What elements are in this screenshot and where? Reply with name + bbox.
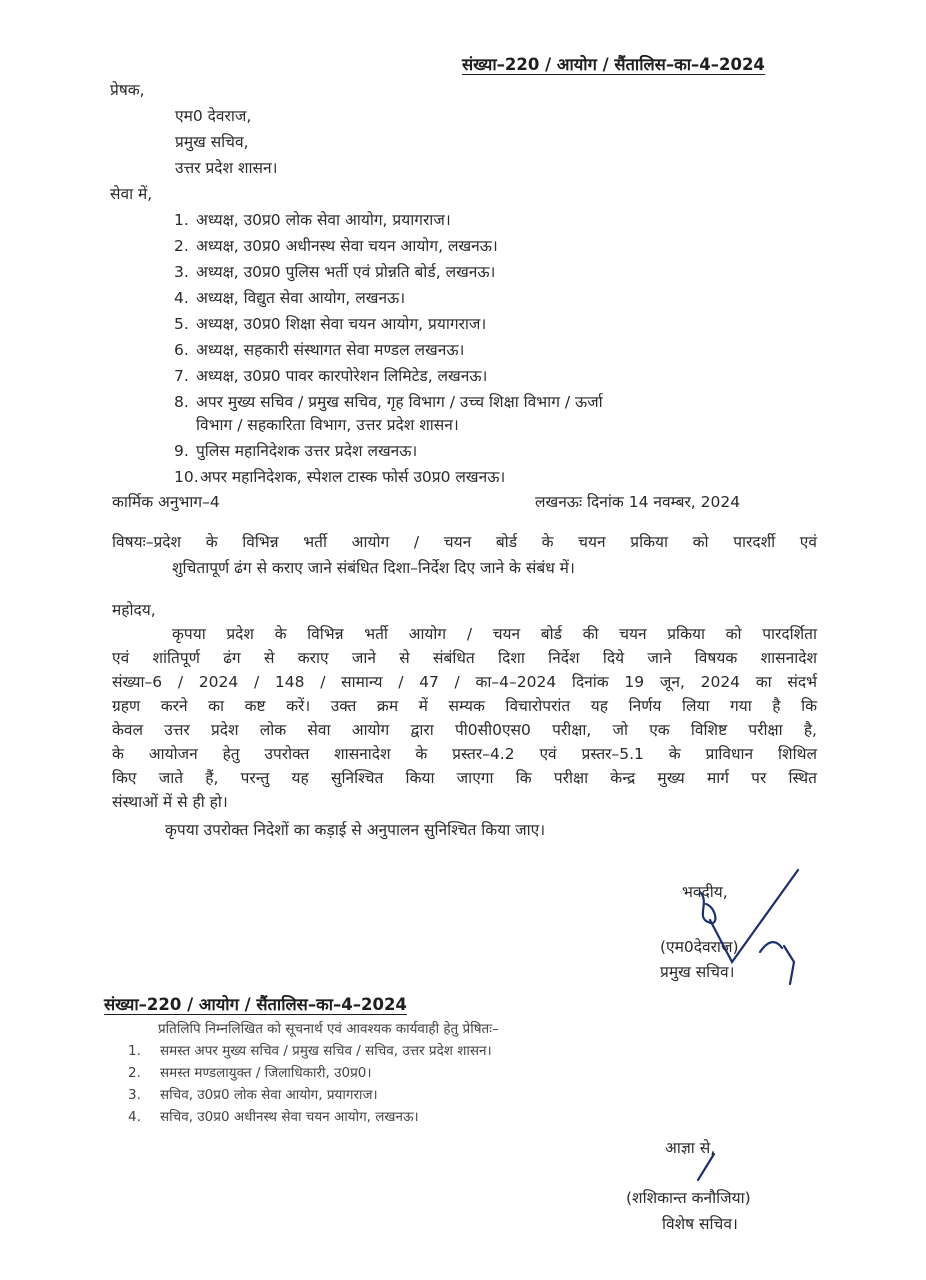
closing-instruction: कृपया उपरोक्त निदेशों का कड़ाई से अनुपालन सुनिश्चित किया जाए। (165, 821, 546, 839)
recipient-item: 8. अपर मुख्य सचिव / प्रमुख सचिव, गृह विभाग / उच्च शिक्षा विभाग / ऊर्जा (174, 393, 603, 411)
recipient-item: 3. अध्यक्ष, उ0प्र0 पुलिस भर्ती एवं प्रोन्नति बोर्ड, लखनऊ। (174, 263, 496, 281)
by-order-text: आज्ञा से, (665, 1139, 716, 1157)
copy-item: 1. समस्त अपर मुख्य सचिव / प्रमुख सचिव / सचिव, उत्तर प्रदेश शासन। (128, 1043, 492, 1059)
recipient-item: 7. अध्यक्ष, उ0प्र0 पावर कारपोरेशन लिमिटेड, लखनऊ। (174, 367, 488, 385)
subject-line-1: विषयः–प्रदेश के विभिन्न भर्ती आयोग / चयन बोर्ड के चयन प्रकिया को पारदर्शी एवं (112, 533, 817, 551)
copy-intro: प्रतिलिपि निम्नलिखित को सूचनार्थ एवं आवश्यक कार्यवाही हेतु प्रेषितः– (158, 1021, 499, 1037)
body-line: संस्थाओं में से ही हो। (112, 793, 228, 811)
recipient-item: 5. अध्यक्ष, उ0प्र0 शिक्षा सेवा चयन आयोग, प्रयागराज। (174, 315, 487, 333)
order-signatory-name: (शशिकान्त कनौजिया) (626, 1189, 751, 1207)
salutation: महोदय, (112, 601, 156, 619)
sender-label: प्रेषक, (110, 81, 145, 99)
body-line: संख्या–6 / 2024 / 148 / सामान्य / 47 / का–4–2024 दिनांक 19 जून, 2024 का संदर्भ (112, 673, 817, 691)
recipient-item: 1. अध्यक्ष, उ0प्र0 लोक सेवा आयोग, प्रयागराज। (174, 211, 451, 229)
copy-item: 2. समस्त मण्डलायुक्त / जिलाधिकारी, उ0प्र0। (128, 1065, 372, 1081)
recipient-item: 2. अध्यक्ष, उ0प्र0 अधीनस्थ सेवा चयन आयोग, लखनऊ। (174, 237, 498, 255)
body-line: केवल उत्तर प्रदेश लोक सेवा आयोग द्वारा पी0सी0एस0 परीक्षा, जो एक विशिष्ट परीक्षा है, (112, 721, 817, 739)
signatory-designation: प्रमुख सचिव। (660, 963, 735, 981)
body-line: किए जाते हैं, परन्तु यह सुनिश्चित किया जाएगा कि परीक्षा केन्द्र मुख्य मार्ग पर स्थित (112, 769, 817, 787)
body-line: कृपया प्रदेश के विभिन्न भर्ती आयोग / चयन बोर्ड की चयन प्रकिया को पारदर्शिता (172, 625, 817, 643)
copy-item: 4. सचिव, उ0प्र0 अधीनस्थ सेवा चयन आयोग, लखनऊ। (128, 1109, 419, 1125)
copy-item: 3. सचिव, उ0प्र0 लोक सेवा आयोग, प्रयागराज। (128, 1087, 378, 1103)
sender-office: उत्तर प्रदेश शासन। (175, 159, 278, 177)
sender-name: एम0 देवराज, (175, 107, 252, 125)
signature-mark-icon (690, 862, 820, 987)
body-line: एवं शांतिपूर्ण ढंग से कराए जाने से संबंधित दिशा निर्देश दिये जाने विषयक शासनादेश (112, 649, 817, 667)
recipient-item: 9. पुलिस महानिदेशक उत्तर प्रदेश लखनऊ। (174, 442, 418, 460)
recipient-item: 4. अध्यक्ष, विद्युत सेवा आयोग, लखनऊ। (174, 289, 406, 307)
recipients-label: सेवा में, (110, 185, 153, 203)
reference-number-top: संख्या–220 / आयोग / सैंतालिस–का–4–2024 (462, 55, 765, 74)
body-line: के आयोजन हेतु उपरोक्त शासनादेश के प्रस्तर–4.2 एवं प्रस्तर–5.1 के प्राविधान शिथिल (112, 745, 817, 763)
valediction: भवदीय, (682, 883, 728, 901)
sender-designation: प्रमुख सचिव, (175, 133, 249, 151)
signatory-name: (एम0देवराज) (660, 938, 739, 956)
recipient-item: 10.अपर महानिदेशक, स्पेशल टास्क फोर्स उ0प्र0 लखनऊ। (174, 468, 506, 486)
order-signatory-designation: विशेष सचिव। (662, 1215, 738, 1233)
initial-mark-icon (690, 1150, 720, 1185)
section-name: कार्मिक अनुभाग–4 (112, 493, 220, 511)
subject-line-2: शुचितापूर्ण ढंग से कराए जाने संबंधित दिशा–निर्देश दिए जाने के संबंध में। (172, 559, 575, 577)
recipient-item-continued: विभाग / सहकारिता विभाग, उत्तर प्रदेश शासन। (196, 416, 459, 434)
body-line: ग्रहण करने का कष्ट करें। उक्त क्रम में सम्यक विचारोपरांत यह निर्णय लिया गया है कि (112, 697, 817, 715)
recipient-item: 6. अध्यक्ष, सहकारी संस्थागत सेवा मण्डल लखनऊ। (174, 341, 465, 359)
place-date: लखनऊः दिनांक 14 नवम्बर, 2024 (535, 493, 741, 511)
reference-number-bottom: संख्या–220 / आयोग / सैंतालिस–का–4–2024 (104, 995, 407, 1014)
